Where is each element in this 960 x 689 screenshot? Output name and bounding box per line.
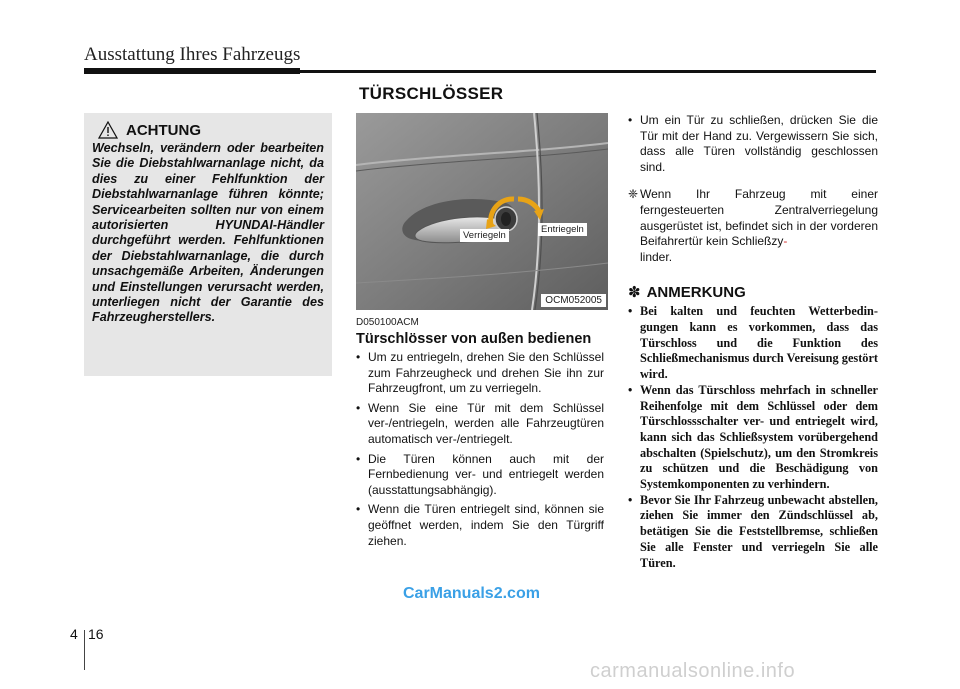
close-door-item — [628, 113, 878, 175]
note-tail: linder. — [640, 249, 673, 264]
footer-page-number: 16 — [88, 626, 104, 642]
warning-header — [98, 121, 324, 139]
figure-label-unlock: Entriegeln — [538, 223, 587, 236]
site-watermark: carmanualsonline.info — [590, 660, 796, 682]
subsection-title: Türschlösser von außen bedienen — [356, 331, 592, 347]
note-list — [628, 304, 878, 571]
central-lock-note — [628, 187, 878, 265]
note-hyphen: - — [783, 234, 788, 249]
watermark-link[interactable]: CarManuals2.com — [403, 585, 540, 602]
warning-title: ACHTUNG — [126, 121, 201, 139]
footer-chapter: 4 — [70, 626, 78, 642]
figure-code: OCM052005 — [541, 294, 606, 307]
list-item: • Die Türen können auch mit der Fernbedienung ver- und entriegelt werden (ausstattungsabhängig). — [356, 452, 604, 499]
door-lock-figure — [356, 113, 608, 310]
header-rule — [84, 70, 876, 73]
list-item: • Wenn Sie eine Tür mit dem Schlüssel ver-/entriegeln, werden alle Fahrzeugtüren automatisch ver-/entriegelt. — [356, 401, 604, 448]
header-title: Ausstattung Ihres Fahrzeugs — [84, 44, 301, 65]
note-text: Wenn Ihr Fahrzeug mit einer ferngesteuerten Zentralverriegelung ausgerüstet ist, befindet sich in der vorderen Beifahrertür kein Schließzy — [640, 187, 878, 249]
note-heading-label: ANMERKUNG — [646, 283, 746, 301]
warning-triangle-icon — [98, 121, 118, 139]
list-item: • Um zu entriegeln, drehen Sie den Schlüssel zum Fahrzeugheck und drehen Sie ihn zur Fahrzeugfront, um zu verriegeln. — [356, 350, 604, 397]
instruction-list — [356, 350, 604, 553]
list-item: • Bevor Sie Ihr Fahrzeug unbewacht abstellen, ziehen Sie immer den Zündschlüssel ab, betätigen Sie die Feststellbremse, schließen Sie alle Fenster und verriegeln Sie alle Türen. — [628, 493, 878, 572]
bullet-mark: • — [628, 113, 633, 127]
list-item: • Wenn die Türen entriegelt sind, können sie geöffnet werden, indem Sie den Türgriff ziehen. — [356, 502, 604, 549]
reference-code: D050100ACM — [356, 317, 419, 328]
warning-text: Wechseln, verändern oder bearbeiten Sie die Diebstahlwarnanlage nicht, da dies zu einer Fehlfunktion der Diebstahlwarnanlage führen könnte; Servicearbeiten sollten nur von einem autorisierten HYUNDAI-Händler durchgeführt werden. Fehlfunktionen der Diebstahlwarnanlage, die durch unsachgemäße Arbeiten, Änderungen und Einstellungen verursacht werden, unterliegen nicht der Garantie des Fahrzeugherstellers. — [92, 141, 324, 325]
star-icon: ✽ — [628, 284, 641, 302]
footer-divider — [84, 630, 85, 670]
door-handle-illustration — [356, 113, 608, 310]
note-heading — [628, 283, 878, 301]
right-column — [628, 113, 878, 571]
list-item: • Bei kalten und feuchten Wetterbedin- gungen kann es vorkommen, dass das Türschloss und die Funktion des Schließmechanismus durch Vereisung gestört wird. — [628, 304, 878, 383]
warning-box — [84, 113, 332, 376]
note-mark: ❈ — [628, 187, 639, 202]
figure-label-lock: Verriegeln — [460, 229, 509, 242]
list-item: • Wenn das Türschloss mehrfach in schneller Reihenfolge mit dem Schlüssel oder dem Türschlossschalter ver- und entriegelt wird, kann sich das Schließsystem vorübergehend abschalten (Spielschutz), um den Stromkreis zu schützen und die Beschädigung von Systemkomponenten zu verhindern. — [628, 383, 878, 493]
header-rule-tab — [84, 68, 300, 74]
close-door-text: Um ein Tür zu schließen, drücken Sie die Tür mit der Hand zu. Vergewissern Sie sich, dass alle Türen vollständig geschlossen sind. — [640, 113, 878, 174]
section-title: TÜRSCHLÖSSER — [359, 84, 504, 103]
